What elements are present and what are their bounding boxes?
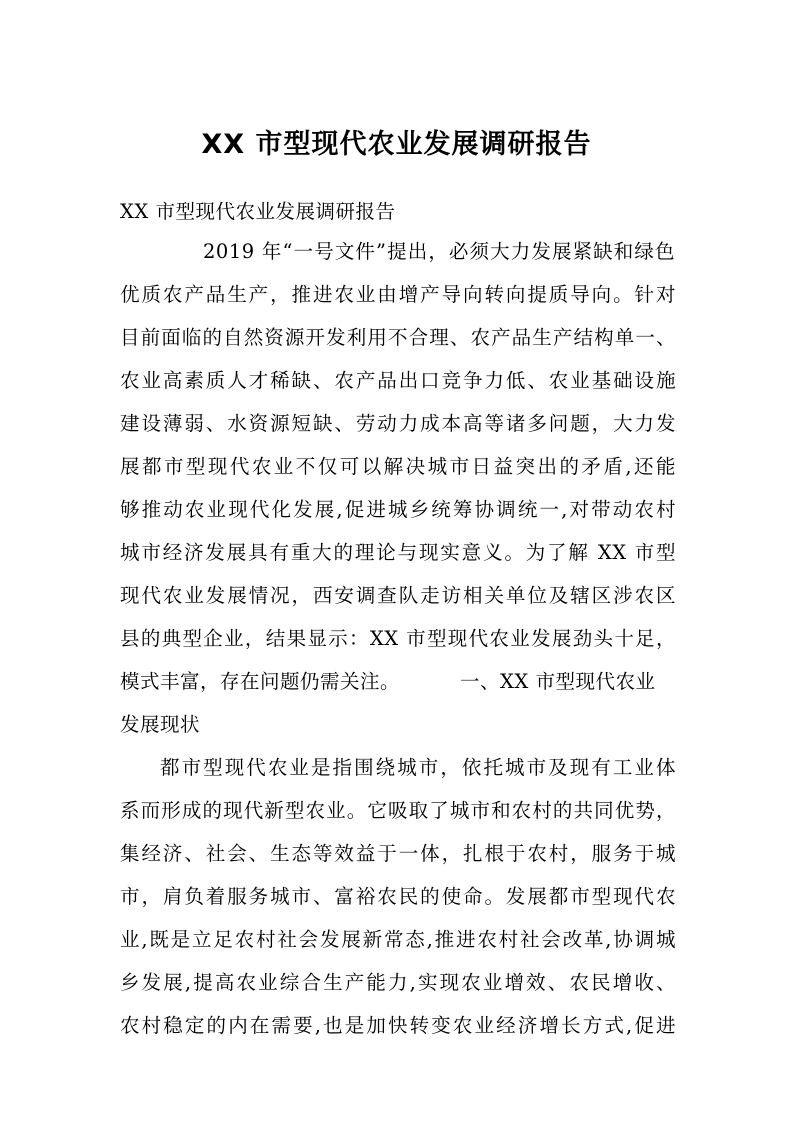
paragraph-line: 系而形成的现代新型农业。它吸取了城市和农村的共同优势， bbox=[120, 799, 676, 822]
paragraph-line: 县的典型企业，结果显示：XX 市型现代农业发展劲头十足， bbox=[120, 627, 676, 650]
paragraph-line: 农村稳定的内在需要,也是加快转变农业经济增长方式,促进 bbox=[120, 1014, 676, 1037]
paragraph-line: 够推动农业现代化发展,促进城乡统筹协调统一,对带动农村 bbox=[120, 498, 676, 521]
paragraph-line: 乡发展,提高农业综合生产能力,实现农业增效、农民增收、 bbox=[120, 971, 676, 994]
paragraph-line: 2019 年“一号文件”提出，必须大力发展紧缺和绿色 bbox=[203, 240, 675, 263]
paragraph-line bbox=[120, 668, 655, 696]
document-subtitle: XX 市型现代农业发展调研报告 bbox=[120, 200, 396, 223]
paragraph-line: 集经济、社会、生态等效益于一体，扎根于农村，服务于城 bbox=[120, 842, 676, 865]
section-heading: 一、XX 市型现代农业 bbox=[460, 670, 656, 693]
paragraph-line: 目前面临的自然资源开发利用不合理、农产品生产结构单一、 bbox=[120, 326, 676, 349]
paragraph-line: 优质农产品生产，推进农业由增产导向转向提质导向。针对 bbox=[120, 283, 676, 306]
paragraph-line-end: 模式丰富，存在问题仍需关注。 bbox=[120, 670, 401, 693]
paragraph-line: 都市型现代农业是指围绕城市，依托城市及现有工业体 bbox=[160, 756, 676, 779]
paragraph-line: 展都市型现代农业不仅可以解决城市日益突出的矛盾,还能 bbox=[120, 455, 676, 478]
paragraph-line: 农业高素质人才稀缺、农产品出口竞争力低、农业基础设施 bbox=[120, 369, 676, 392]
document-title: XX 市型现代农业发展调研报告 bbox=[201, 129, 592, 160]
paragraph-line: 市，肩负着服务城市、富裕农民的使命。发展都市型现代农 bbox=[120, 885, 676, 908]
paragraph-line: 建设薄弱、水资源短缺、劳动力成本高等诸多问题，大力发 bbox=[120, 412, 676, 435]
paragraph-line: 现代农业发展情况，西安调查队走访相关单位及辖区涉农区 bbox=[120, 584, 676, 607]
paragraph-line: 业,既是立足农村社会发展新常态,推进农村社会改革,协调城 bbox=[120, 928, 676, 951]
section-heading-continued: 发展现状 bbox=[120, 713, 201, 736]
paragraph-line: 城市经济发展具有重大的理论与现实意义。为了解 XX 市型 bbox=[120, 541, 676, 564]
